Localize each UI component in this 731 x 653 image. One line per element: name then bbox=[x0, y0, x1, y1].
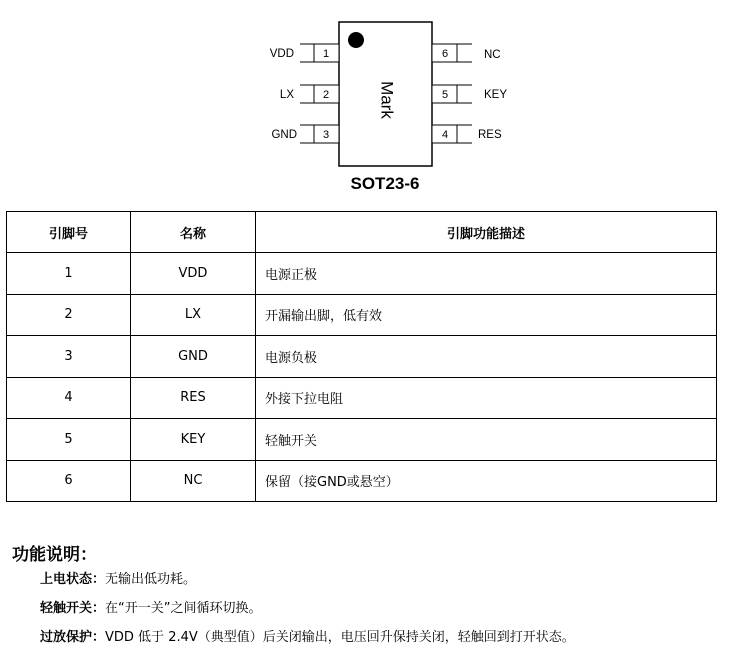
table-row bbox=[7, 336, 717, 378]
cell-pin-name: KEY bbox=[131, 419, 256, 461]
pin-6-label: NC bbox=[484, 49, 501, 61]
cell-pin-name: RES bbox=[131, 377, 256, 419]
package-mark-text: Mark bbox=[377, 81, 397, 119]
cell-pin-description: 保留（接GND或悬空） bbox=[256, 460, 717, 502]
function-item-key: 上电状态： bbox=[40, 572, 106, 587]
pin-3-number: 3 bbox=[322, 129, 330, 141]
package-name: SOT23-6 bbox=[350, 174, 420, 193]
cell-pin-number: 6 bbox=[7, 460, 131, 502]
cell-pin-number: 4 bbox=[7, 377, 131, 419]
table-row bbox=[7, 460, 717, 502]
cell-pin-name: GND bbox=[131, 336, 256, 378]
table-row bbox=[7, 377, 717, 419]
cell-pin-description: 外接下拉电阻 bbox=[256, 377, 717, 419]
function-item-text: 无输出低功耗。 bbox=[105, 572, 197, 587]
function-item-key: 轻触开关： bbox=[40, 601, 106, 616]
cell-pin-name: VDD bbox=[131, 253, 256, 295]
table-row bbox=[7, 294, 717, 336]
pin-4-number: 4 bbox=[441, 129, 449, 141]
pin-6 bbox=[432, 44, 501, 62]
header-pin-name: 名称 bbox=[131, 212, 256, 253]
cell-pin-description: 电源负极 bbox=[256, 336, 717, 378]
header-pin-description: 引脚功能描述 bbox=[256, 212, 717, 253]
package-diagram bbox=[0, 0, 731, 200]
cell-pin-description: 开漏输出脚，低有效 bbox=[256, 294, 717, 336]
cell-pin-description: 电源正极 bbox=[256, 253, 717, 295]
pin-2 bbox=[280, 85, 339, 103]
pin-6-number: 6 bbox=[441, 48, 449, 60]
pin-1 bbox=[270, 44, 339, 62]
cell-pin-number: 3 bbox=[7, 336, 131, 378]
cell-pin-description: 轻触开关 bbox=[256, 419, 717, 461]
pin-2-number: 2 bbox=[322, 89, 330, 101]
function-item-text: VDD 低于 2.4V（典型值）后关闭输出，电压回升保持关闭，轻触回到打开状态。 bbox=[105, 630, 575, 645]
pin-5-label: KEY bbox=[484, 89, 508, 101]
cell-pin-name: NC bbox=[131, 460, 256, 502]
cell-pin-number: 2 bbox=[7, 294, 131, 336]
pin-3 bbox=[271, 125, 339, 143]
header-pin-number: 引脚号 bbox=[7, 212, 131, 253]
pin-5-number: 5 bbox=[441, 89, 449, 101]
function-item-power-on bbox=[40, 568, 196, 587]
table-header-row bbox=[7, 212, 717, 253]
pin-5 bbox=[432, 85, 507, 103]
pin-4 bbox=[432, 125, 502, 143]
pin-3-label: GND bbox=[271, 129, 297, 141]
pin-1-label: VDD bbox=[269, 48, 294, 60]
function-item-text: 在“开一关”之间循环切换。 bbox=[105, 601, 262, 616]
function-item-overdischarge-protection bbox=[40, 626, 575, 645]
table-row bbox=[7, 253, 717, 295]
cell-pin-number: 1 bbox=[7, 253, 131, 295]
function-item-key: 过放保护： bbox=[40, 630, 106, 645]
pin1-dot-indicator bbox=[348, 32, 364, 48]
function-section-title: 功能说明： bbox=[12, 545, 97, 565]
cell-pin-number: 5 bbox=[7, 419, 131, 461]
cell-pin-name: LX bbox=[131, 294, 256, 336]
table-row bbox=[7, 419, 717, 461]
function-item-touch-switch bbox=[40, 597, 262, 616]
pin-1-number: 1 bbox=[322, 48, 330, 60]
pin-table bbox=[6, 211, 717, 502]
pin-2-label: LX bbox=[279, 89, 294, 101]
pin-4-label: RES bbox=[478, 129, 502, 141]
